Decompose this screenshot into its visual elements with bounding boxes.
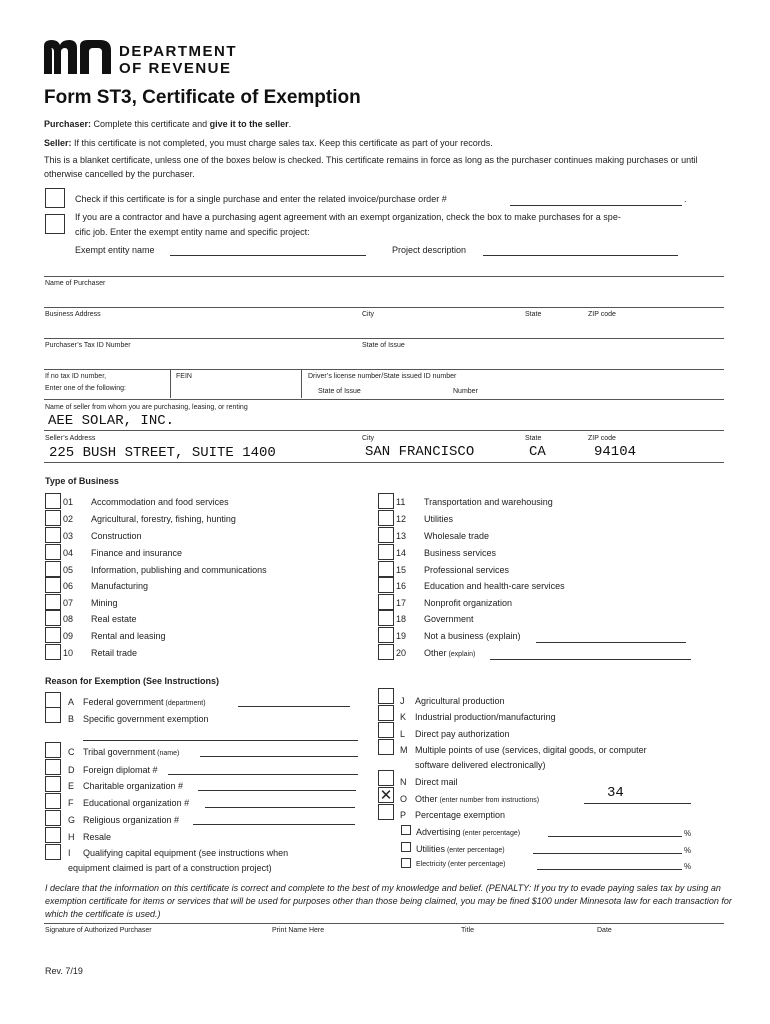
- business-04-text: Finance and insurance: [91, 548, 183, 558]
- single-purchase-text: Check if this certificate is for a single purchase and enter the related invoice/purchase order #: [75, 194, 447, 204]
- reason-l-letter: L: [400, 729, 406, 739]
- reason-o-text: Other: [415, 794, 438, 804]
- business-19-explain-line[interactable]: [536, 642, 686, 643]
- business-08-checkbox[interactable]: [45, 610, 61, 626]
- pct-utilities-line[interactable]: [533, 853, 682, 854]
- pct-electricity-unit: %: [684, 862, 692, 871]
- contractor-text-2: cific job. Enter the exempt entity name and specific project:: [75, 227, 310, 237]
- drivers-license-label: Driver’s license number/State issued ID number: [308, 373, 457, 380]
- invoice-number-line[interactable]: [510, 205, 682, 206]
- pct-electricity-checkbox[interactable]: [401, 858, 411, 868]
- reason-i-label-2: equipment claimed is part of a construction project): [68, 863, 272, 873]
- divider-seller: [44, 399, 724, 400]
- reason-a-text: Federal government: [83, 697, 164, 707]
- reason-d-letter: D: [68, 765, 75, 775]
- seller-address-value[interactable]: 225 BUSH STREET, SUITE 1400: [49, 445, 276, 461]
- seller-name-label: Name of seller from whom you are purchasing, leasing, or renting: [45, 404, 248, 411]
- state-of-issue-label: State of Issue: [362, 342, 405, 349]
- exempt-entity-line[interactable]: [170, 255, 366, 256]
- reason-n-checkbox[interactable]: [378, 770, 394, 786]
- business-19-text: Not a business (explain): [424, 631, 521, 641]
- business-18-label: [424, 614, 474, 624]
- business-12-code: 12: [396, 514, 407, 524]
- business-18-code: 18: [396, 614, 407, 624]
- dl-state-of-issue-label: State of Issue: [318, 388, 361, 395]
- reason-c-text: Tribal government: [83, 747, 156, 757]
- reason-d-line[interactable]: [168, 774, 358, 775]
- reason-o-line[interactable]: [584, 803, 691, 804]
- divider-taxid: [44, 338, 724, 339]
- single-purchase-checkbox[interactable]: [45, 188, 65, 208]
- business-09-label: [91, 631, 166, 641]
- dept-line1: DEPARTMENT: [119, 43, 238, 60]
- seller-name-value[interactable]: AEE SOLAR, INC.: [48, 413, 175, 429]
- business-01-text: Accommodation and food services: [91, 497, 229, 507]
- pct-electricity-line[interactable]: [537, 869, 682, 870]
- exempt-entity-label: Exempt entity name: [75, 245, 155, 255]
- business-04-code: 04: [63, 548, 74, 558]
- business-20-text: Other: [424, 648, 447, 658]
- business-10-code: 10: [63, 648, 74, 658]
- reason-o-label: [415, 794, 539, 804]
- pct-utilities-checkbox[interactable]: [401, 842, 411, 852]
- mn-logo: [44, 40, 112, 74]
- business-04-checkbox[interactable]: [45, 544, 61, 560]
- reason-p-label: Percentage exemption: [415, 810, 506, 820]
- business-16-text: Education and health-care services: [424, 581, 565, 591]
- reason-e-letter: E: [68, 781, 75, 791]
- reason-a-letter: A: [68, 697, 75, 707]
- reason-h-letter: H: [68, 832, 75, 842]
- reason-o-check-mark: ✕: [379, 786, 393, 804]
- mn-logo-mark: [44, 40, 112, 74]
- business-11-text: Transportation and warehousing: [424, 497, 553, 507]
- reason-c-label: [83, 747, 179, 757]
- business-17-code: 17: [396, 598, 407, 608]
- business-18-checkbox[interactable]: [378, 610, 394, 626]
- seller-state-value[interactable]: CA: [529, 444, 546, 460]
- reason-k-label: Industrial production/manufacturing: [415, 712, 556, 722]
- purchaser-instruction: [44, 119, 724, 129]
- business-14-text: Business services: [424, 548, 497, 558]
- business-11-label: [424, 497, 553, 507]
- reason-o-small: (enter number from instructions): [437, 797, 540, 804]
- reason-o-value[interactable]: 34: [607, 785, 624, 801]
- divider-purchaser: [44, 276, 724, 277]
- business-17-text: Nonprofit organization: [424, 598, 513, 608]
- print-name-label: Print Name Here: [272, 927, 325, 934]
- business-02-label: [91, 514, 236, 524]
- reason-b-line[interactable]: [83, 740, 358, 741]
- pct-advertising-line[interactable]: [548, 836, 682, 837]
- reason-a-small: (department): [163, 700, 206, 707]
- reason-d-checkbox[interactable]: [45, 759, 61, 775]
- reason-j-checkbox[interactable]: [378, 688, 394, 704]
- seller-text: If this certificate is not completed, you must charge sales tax. Keep this certificate as part of your records.: [71, 138, 493, 148]
- business-19-checkbox[interactable]: [378, 627, 394, 643]
- business-15-label: [424, 565, 509, 575]
- pct-utilities-unit: %: [684, 846, 692, 855]
- business-12-text: Utilities: [424, 514, 454, 524]
- reason-f-checkbox[interactable]: [45, 793, 61, 809]
- reason-c-letter: C: [68, 747, 75, 757]
- business-08-code: 08: [63, 614, 74, 624]
- business-20-label: [424, 648, 475, 658]
- reason-e-checkbox[interactable]: [45, 776, 61, 792]
- reason-m-letter: M: [400, 745, 408, 755]
- reason-heading: Reason for Exemption (See Instructions): [45, 676, 220, 686]
- pct-advertising-small: (enter percentage): [460, 830, 521, 837]
- project-description-line[interactable]: [483, 255, 678, 256]
- business-05-label: [91, 565, 267, 575]
- declaration-text: I declare that the information on this certificate is correct and complete to the best of my knowledge and belief. (PENALTY: If you try to evade paying sales tax by using an exemption certificate for items or services that will be used for purposes other than those being claimed, you may be fined $100 under Minnesota law for each transaction for which the certificate is used.): [45, 883, 732, 919]
- reason-h-checkbox[interactable]: [45, 827, 61, 843]
- business-14-label: [424, 548, 496, 558]
- pct-advertising-checkbox[interactable]: [401, 825, 411, 835]
- business-17-label: [424, 598, 512, 608]
- business-07-code: 07: [63, 598, 74, 608]
- business-01-code: 01: [63, 497, 74, 507]
- purchaser-label: Purchaser:: [44, 119, 92, 129]
- single-purchase-end: .: [684, 194, 687, 204]
- business-17-checkbox[interactable]: [378, 594, 394, 610]
- pct-advertising-label: [416, 827, 520, 837]
- business-03-text: Construction: [91, 531, 142, 541]
- reason-b-checkbox[interactable]: [45, 707, 61, 723]
- business-07-checkbox[interactable]: [45, 594, 61, 610]
- reason-e-line[interactable]: [198, 790, 356, 791]
- business-19-label: [424, 631, 521, 641]
- seller-zip-label: ZIP code: [588, 435, 616, 442]
- no-tax-id-label-2: Enter one of the following:: [45, 385, 126, 392]
- pct-electricity-label: Electricity (enter percentage): [416, 861, 506, 868]
- reason-l-label: Direct pay authorization: [415, 729, 510, 739]
- reason-p-letter: P: [400, 810, 407, 820]
- business-03-code: 03: [63, 531, 74, 541]
- business-06-text: Manufacturing: [91, 581, 149, 591]
- reason-c-small: (name): [155, 750, 180, 757]
- business-01-checkbox[interactable]: [45, 493, 61, 509]
- no-tax-id-label-1: If no tax ID number,: [45, 373, 107, 380]
- contractor-checkbox[interactable]: [45, 214, 65, 234]
- divider-seller-address: [44, 430, 724, 431]
- seller-instruction: [44, 138, 734, 148]
- reason-g-checkbox[interactable]: [45, 810, 61, 826]
- business-11-checkbox[interactable]: [378, 493, 394, 509]
- business-12-label: [424, 514, 453, 524]
- business-09-text: Rental and leasing: [91, 631, 166, 641]
- divider-notaxid: [44, 369, 724, 370]
- fein-divider: [170, 370, 171, 398]
- business-05-checkbox[interactable]: [45, 561, 61, 577]
- divider-business: [44, 462, 724, 463]
- date-label: Date: [597, 927, 612, 934]
- seller-state-label: State: [525, 435, 542, 442]
- tax-id-label: Purchaser’s Tax ID Number: [45, 342, 131, 349]
- reason-m-label: Multiple points of use (services, digital goods, or computer: [415, 745, 647, 755]
- blanket-text: This is a blanket certificate, unless one of the boxes below is checked. This certificate remains in force as long as the purchaser continues making purchases or until otherwise cancelled by the purchaser.: [44, 155, 698, 179]
- reason-i-letter: I: [68, 848, 71, 858]
- contractor-text-1: If you are a contractor and have a purchasing agent agreement with an exempt organization, check the box to make purchases for a spe-: [75, 212, 621, 222]
- title-label: Title: [461, 927, 474, 934]
- divider-address: [44, 307, 724, 308]
- reason-n-letter: N: [400, 777, 407, 787]
- business-07-label: [91, 598, 118, 608]
- seller-label: Seller:: [44, 138, 72, 148]
- seller-address-label: Seller’s Address: [45, 435, 96, 442]
- reason-j-label: Agricultural production: [415, 696, 505, 706]
- business-06-checkbox[interactable]: [45, 577, 61, 593]
- reason-l-checkbox[interactable]: [378, 722, 394, 738]
- project-description-label: Project description: [392, 245, 467, 255]
- reason-j-letter: J: [400, 696, 405, 706]
- business-13-label: [424, 531, 489, 541]
- business-20-code: 20: [396, 648, 407, 658]
- business-13-checkbox[interactable]: [378, 527, 394, 543]
- business-13-text: Wholesale trade: [424, 531, 490, 541]
- reason-g-label: Religious organization #: [83, 815, 180, 825]
- seller-city-label: City: [362, 435, 375, 442]
- reason-i-checkbox[interactable]: [45, 844, 61, 860]
- reason-k-letter: K: [400, 712, 407, 722]
- business-13-code: 13: [396, 531, 407, 541]
- purchaser-bold: give it to the seller: [209, 119, 289, 129]
- reason-m-checkbox[interactable]: [378, 739, 394, 755]
- business-06-label: [91, 581, 148, 591]
- reason-o-letter: O: [400, 794, 408, 804]
- zip-label: ZIP code: [588, 311, 616, 318]
- reason-c-checkbox[interactable]: [45, 742, 61, 758]
- business-08-label: [91, 614, 137, 624]
- business-16-code: 16: [396, 581, 407, 591]
- pct-utilities-small: (enter percentage): [445, 847, 505, 854]
- dl-divider: [301, 370, 302, 398]
- business-address-label: Business Address: [45, 311, 101, 318]
- business-03-checkbox[interactable]: [45, 527, 61, 543]
- reason-p-checkbox[interactable]: [378, 804, 394, 820]
- business-05-code: 05: [63, 565, 74, 575]
- pct-utilities-text: Utilities: [416, 844, 446, 854]
- business-15-code: 15: [396, 565, 407, 575]
- business-10-checkbox[interactable]: [45, 644, 61, 660]
- pct-advertising-text: Advertising: [416, 827, 461, 837]
- business-14-code: 14: [396, 548, 407, 558]
- reason-a-line[interactable]: [238, 706, 350, 707]
- reason-a-checkbox[interactable]: [45, 692, 61, 708]
- business-02-checkbox[interactable]: [45, 510, 61, 526]
- business-20-checkbox[interactable]: [378, 644, 394, 660]
- signature-line[interactable]: [44, 923, 724, 924]
- business-06-code: 06: [63, 581, 74, 591]
- business-02-code: 02: [63, 514, 74, 524]
- reason-m-label-2: software delivered electronically): [415, 760, 546, 770]
- reason-c-line[interactable]: [200, 756, 358, 757]
- reason-b-label: Specific government exemption: [83, 714, 209, 724]
- reason-f-label: Educational organization #: [83, 798, 190, 808]
- reason-i-label: Qualifying capital equipment (see instructions when: [83, 848, 289, 858]
- business-04-label: [91, 548, 182, 558]
- business-02-text: Agricultural, forestry, fishing, hunting: [91, 514, 236, 524]
- business-09-checkbox[interactable]: [45, 627, 61, 643]
- reason-f-line[interactable]: [205, 807, 355, 808]
- pct-utilities-label: [416, 844, 505, 854]
- business-15-checkbox[interactable]: [378, 561, 394, 577]
- business-07-text: Mining: [91, 598, 118, 608]
- business-08-text: Real estate: [91, 614, 137, 624]
- business-16-label: [424, 581, 565, 591]
- business-05-text: Information, publishing and communications: [91, 565, 267, 575]
- business-15-text: Professional services: [424, 565, 510, 575]
- business-14-checkbox[interactable]: [378, 544, 394, 560]
- dept-line2: OF REVENUE: [119, 60, 232, 77]
- reason-a-label: [83, 697, 206, 707]
- business-09-code: 09: [63, 631, 74, 641]
- business-19-code: 19: [396, 631, 407, 641]
- reason-h-label: Resale: [83, 832, 112, 842]
- business-20-explain-line[interactable]: [490, 659, 691, 660]
- purchaser-end: .: [288, 119, 292, 129]
- seller-city-value[interactable]: SAN FRANCISCO: [365, 444, 475, 460]
- reason-f-letter: F: [68, 798, 74, 808]
- purchaser-text: Complete this certificate and: [91, 119, 210, 129]
- name-of-purchaser-label: Name of Purchaser: [45, 280, 106, 287]
- business-01-label: [91, 497, 229, 507]
- reason-n-label: Direct mail: [415, 777, 458, 787]
- reason-d-label: Foreign diplomat #: [83, 765, 158, 775]
- state-label: State: [525, 311, 542, 318]
- pct-advertising-unit: %: [684, 829, 692, 838]
- fein-label: FEIN: [176, 373, 192, 380]
- business-heading: Type of Business: [45, 476, 119, 486]
- city-label: City: [362, 311, 375, 318]
- seller-zip-value[interactable]: 94104: [594, 444, 637, 460]
- revision-label: Rev. 7/19: [45, 966, 83, 976]
- business-20-small: (explain): [446, 651, 476, 658]
- business-10-label: [91, 648, 137, 658]
- business-11-code: 11: [396, 497, 406, 507]
- business-16-checkbox[interactable]: [378, 577, 394, 593]
- business-18-text: Government: [424, 614, 474, 624]
- dl-number-label: Number: [453, 388, 478, 395]
- reason-g-letter: G: [68, 815, 76, 825]
- reason-g-line[interactable]: [193, 824, 355, 825]
- business-03-label: [91, 531, 142, 541]
- reason-b-letter: B: [68, 714, 75, 724]
- reason-e-label: Charitable organization #: [83, 781, 184, 791]
- business-10-text: Retail trade: [91, 648, 138, 658]
- signature-label: Signature of Authorized Purchaser: [45, 927, 152, 934]
- form-title: Form ST3, Certificate of Exemption: [44, 87, 361, 108]
- business-12-checkbox[interactable]: [378, 510, 394, 526]
- reason-k-checkbox[interactable]: [378, 705, 394, 721]
